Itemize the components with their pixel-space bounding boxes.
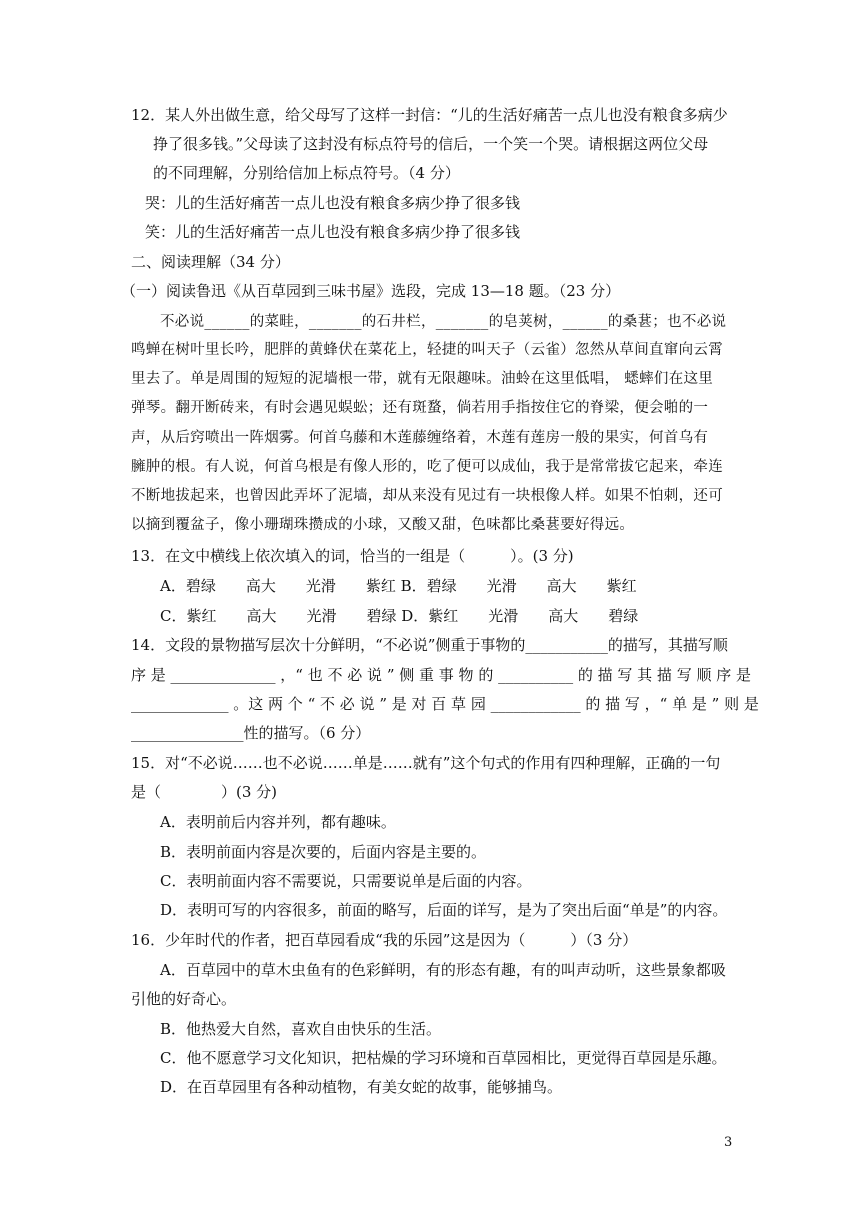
passage-line: 臃肿的根。有人说，何首乌根是有像人形的，吃了便可以成仙，我于是常常拔它起来，牵连 xyxy=(131,459,723,475)
q12-stem-line3: 的不同理解，分别给信加上标点符号。（4 分） xyxy=(153,164,460,182)
q12-stem-line1: 12．某人外出做生意，给父母写了这样一封信：“儿的生活好痛苦一点儿也没有粮食多病少 xyxy=(131,106,728,124)
q15-option-b: B．表明前面内容是次要的，后面内容是主要的。 xyxy=(160,843,487,861)
passage-line: 不必说______的菜畦，_______的石井栏，_______的皂荚树，______的桑葚；也不必说 xyxy=(160,314,727,330)
part1-heading: （一）阅读鲁迅《从百草园到三味书屋》选段，完成 13—18 题。（23 分） xyxy=(121,282,621,300)
q15-option-a: A．表明前后内容并列，都有趣味。 xyxy=(160,813,396,831)
q12-stem-line2: 挣了很多钱。”父母读了这封没有标点符号的信后，一个笑一个哭。请根据这两位父母 xyxy=(153,135,709,153)
q16-option-a-line2: 引他的好奇心。 xyxy=(131,990,237,1008)
q15-option-d: D．表明可写的内容很多，前面的略写，后面的详写，是为了突出后面“单是”的内容。 xyxy=(160,901,728,919)
q16-option-a-line1: A．百草园中的草木虫鱼有的色彩鲜明，有的形态有趣，有的叫声动听，这些景象都吸 xyxy=(160,961,726,979)
q14-line2: 序 是 ______________ ，“ 也 不 必 说 ” 侧 重 事 物 的 __________ 的 描 写 其 描 写 顺 序 是 xyxy=(131,666,752,684)
q12-laugh-answer: 笑：儿的生活好痛苦一点儿也没有粮食多病少挣了很多钱 xyxy=(145,223,521,241)
q16-stem: 16．少年时代的作者，把百草园看成“我的乐园”这是因为（ ）（3 分） xyxy=(131,931,638,949)
section-heading: 二、阅读理解（34 分） xyxy=(131,253,290,271)
q15-stem-line2: 是（ ）(3 分) xyxy=(131,783,278,801)
q14-line1: 14．文段的景物描写层次十分鲜明，“不必说”侧重于事物的___________的描写，其描写顺 xyxy=(131,636,728,654)
passage-line: 以摘到覆盆子，像小珊瑚珠攒成的小球，又酸又甜，色味都比桑葚要好得远。 xyxy=(131,517,635,533)
passage-line: 里去了。单是周围的短短的泥墙根一带，就有无限趣味。油蛉在这里低唱， 蟋蟀们在这里 xyxy=(131,371,714,387)
passage-line: 弹琴。翻开断砖来，有时会遇见蜈蚣；还有斑蝥，倘若用手指按住它的脊梁，便会啪的一 xyxy=(131,400,709,416)
q13-stem: 13．在文中横线上依次填入的词，恰当的一组是（ ）。(3 分) xyxy=(131,547,574,565)
q16-option-b: B．他热爱大自然，喜欢自由快乐的生活。 xyxy=(160,1020,442,1038)
q13-options-cd: C．紫红 高大 光滑 碧绿 D．紫红 光滑 高大 碧绿 xyxy=(160,607,639,625)
passage-line: 不断地拔起来，也曾因此弄坏了泥墙，却从来没有见过有一块根像人样。如果不怕刺，还可 xyxy=(131,488,723,504)
page-number: 3 xyxy=(724,1135,733,1150)
q16-option-d: D．在百草园里有各种动植物，有美女蛇的故事，能够捕鸟。 xyxy=(160,1078,563,1096)
q16-option-c: C．他不愿意学习文化知识，把枯燥的学习环境和百草园相比，更觉得百草园是乐趣。 xyxy=(160,1049,727,1067)
q14-line4: _______________性的描写。（6 分） xyxy=(131,724,371,742)
q14-line3: _____________ 。这 两 个 “ 不 必 说 ” 是 对 百 草 园 ____________ 的 描 写 ，“ 单 是 ” 则 是 xyxy=(131,695,759,713)
q12-cry-answer: 哭：儿的生活好痛苦一点儿也没有粮食多病少挣了很多钱 xyxy=(145,194,521,212)
q13-options-ab: A．碧绿 高大 光滑 紫红 B．碧绿 光滑 高大 紫红 xyxy=(160,577,637,595)
q15-option-c: C．表明前面内容不需要说，只需要说单是后面的内容。 xyxy=(160,872,532,890)
passage-line: 鸣蝉在树叶里长吟，肥胖的黄蜂伏在菜花上，轻捷的叫天子（云雀）忽然从草间直窜向云霄 xyxy=(131,342,723,358)
passage-line: 声，从后窍喷出一阵烟雾。何首乌藤和木莲藤缠络着，木莲有莲房一般的果实，何首乌有 xyxy=(131,430,709,446)
q15-stem-line1: 15．对“不必说……也不必说……单是……就有”这个句式的作用有四种理解，正确的一句 xyxy=(131,754,721,772)
